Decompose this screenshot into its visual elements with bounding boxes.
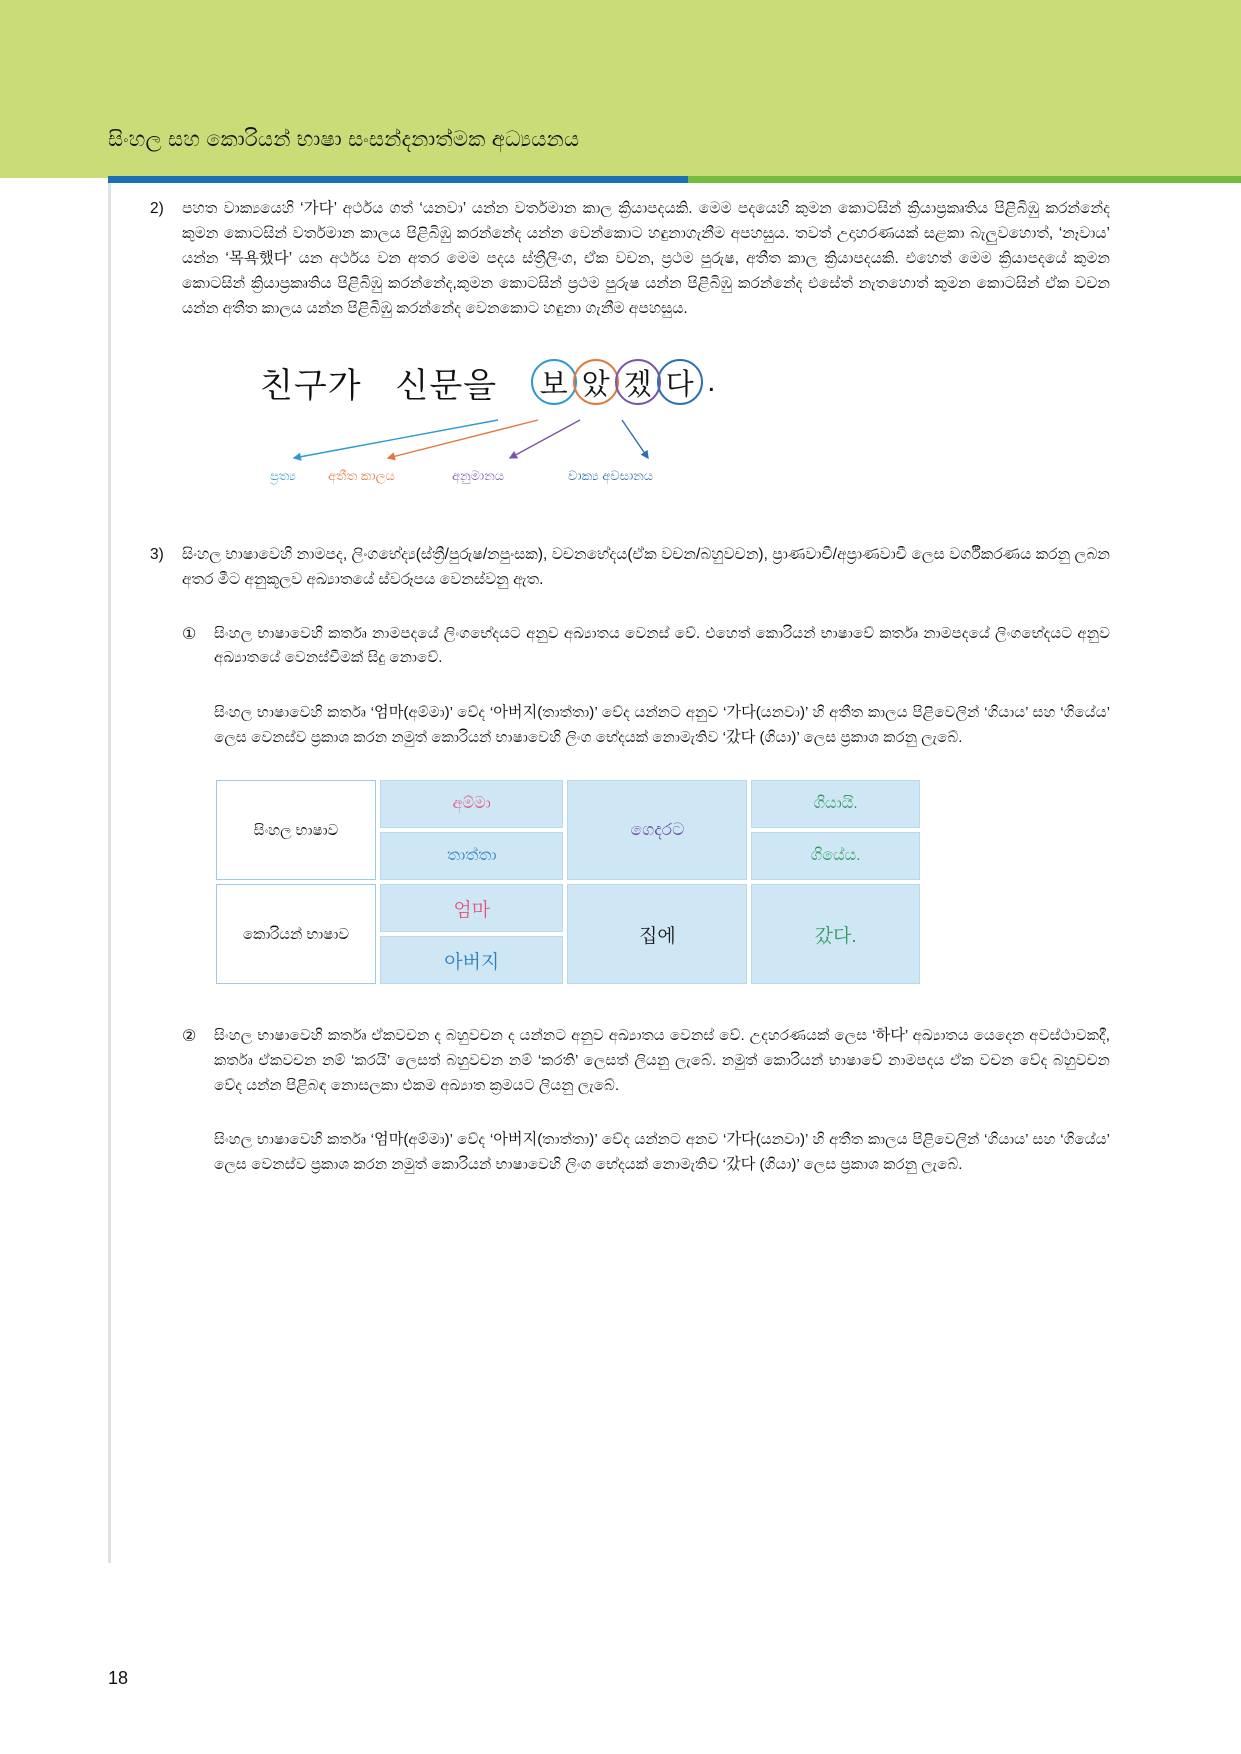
paragraph-sub-1: [182, 622, 1110, 671]
annotation-label-sentence-end: වාක්‍ය අවසානය: [568, 467, 654, 483]
paragraph-item-3-text: සිංහල භාෂාවෙහි නාමපද, ලිංගභේද්‍ය(ස්ත්‍රී/පුරුෂ/නපුංසක), වචනභේදය(ඒක වචන/බහුවචන), ප්‍රාණවාචී/අප්‍රාණවාචී ලෙස වර්ගීකරණය කරනු ලබන අතර මීට අනුකූලව අඛ්‍යාතයේ ස්වරූපය වෙනස්වනු ඇත.: [182, 545, 1110, 588]
korean-period: .: [707, 365, 717, 399]
list-marker-circle-2: ②: [182, 1028, 197, 1046]
table-cell-korean-label: කොරියන් භාෂාව: [216, 884, 376, 984]
paragraph-sub-2-second-text: සිංහල භාෂාවෙහි කර්තෘ ‘엄마(අම්මා)’ වේද ‘아버지(තාත්තා)’ වේද යන්නට අනව ‘가다(යනවා)’ හි අතීත කාලය පිළිවෙලින් ‘ගියාය’ සහ ‘ගියේය’ ලෙස වෙනස්ව ප්‍රකාශ කරන නමුත් කොරියන් භාෂාවෙහි ලිංග භේදයක් නොමැතිව ‘갔다 (ගියා)’ ලෙස ප්‍රකාශ කරනු ලැබේ.: [214, 1131, 1110, 1173]
korean-syllable-4: 다: [657, 359, 703, 405]
annotation-arrows: [270, 414, 870, 474]
header-rule-green: [688, 176, 1241, 183]
table-row: [216, 780, 920, 828]
spacer-marker-1: [182, 701, 214, 750]
table-cell-amma: අම්මා: [380, 780, 563, 828]
paragraph-sub-2-text: සිංහල භාෂාවෙහි කර්තෘ ඒකවචන ද බහුවචන ද යන්නට අනුව අඛ්‍යාතය වෙනස් වේ. උදහරණයක් ලෙස ‘하다’ අඛ්‍යාතය යෙදෙන අවස්ථාවකදී, කර්තෘ ඒකවචන නම් ‘කරයි’ ලෙසත් බහුවචන නම් ‘කරති’ ලෙසත් ලියනු ලැබේ. නමුත් කොරියන් භාෂාවේ නාමපදය ඒක වචන වේද බහුවචන වේද යන්න පිළිබඳ නොසලකා එකම අඛ්‍යාත ක්‍රමයට ලියනු ලැබේ.: [214, 1027, 1110, 1094]
comparison-table: [212, 776, 924, 988]
paragraph-sub-1-second-text: සිංහල භාෂාවෙහි කර්තෘ ‘엄마(අම්මා)’ වේද ‘아버지(තාත්තා)’ වේද යන්නට අනුව ‘가다(යනවා)’ හි අතීත කාලය පිළිවෙලින් ‘ගියාය’ සහ ‘ගියේය’ ලෙස වෙනස්ව ප්‍රකාශ කරන නමුත් කොරියන් භාෂාවෙහි ලිංග භේදයක් නොමැතිව ‘갔다 (ගියා)’ ලෙස ප්‍රකාශ කරනු ලැබේ.: [214, 704, 1110, 746]
paragraph-sub-2-second: [182, 1128, 1110, 1177]
list-marker-3: 3): [150, 545, 164, 563]
korean-word-1: 친구가: [260, 366, 362, 405]
table-cell-giyayi: ගියායි.: [751, 780, 920, 828]
paragraph-item-3: [150, 542, 1110, 592]
header-rule-blue: [108, 176, 688, 183]
korean-syllable-1: 보: [531, 359, 577, 405]
korean-sentence-line: [260, 358, 716, 407]
korean-syllable-3: 겠: [615, 359, 661, 405]
annotation-label-inference: අනුමානය: [452, 467, 505, 483]
paragraph-sub-2: [182, 1024, 1110, 1098]
table-cell-giyeya: ගියේය.: [751, 832, 920, 880]
korean-syllable-2: 았: [573, 359, 619, 405]
page-title: සිංහල සහ කොරියන් භාෂා සංසන්දනාත්මක අධ්‍යයනය: [108, 128, 580, 151]
table-cell-gedarata: ගෙදරට: [567, 780, 747, 880]
table-cell-jibe: 집에: [567, 884, 747, 984]
korean-sentence-figure: [150, 350, 1110, 510]
list-marker-circle-1: ①: [182, 625, 197, 643]
paragraph-item-2-text: පහත වාක්‍යයෙහි ‘가다’ අර්ථය ගත් ‘යනවා’ යන්න වර්තමාන කාල ක්‍රියාපදයකි. මෙම පදයෙහි කුමන කොටසින් ක්‍රියාප්‍රකෘතිය පිළිබිඹු කරන්නේද කුමන කොටසින් වර්තමාන කාලය පිළිබිඹු කරන්නේද යන්න වෙන්කොට හඳුනාගැනීම අපහසුය. තවත් උදාහරණයක් සළකා බැලුවහොත්, ‘නෑවාය’ යන්න ‘목욕했다’ යන අර්ථය වන අතර මෙම පදය ස්ත්‍රීලිංග, ඒක වචන, ප්‍රථම පුරුෂ, අතීත කාල ක්‍රියාපදයකි. එහෙත් මෙම ක්‍රියාපදයේ කුමන කොටසින් ක්‍රියාප්‍රකෘතිය පිළිබිඹු කරන්නේද,කුමන කොටසින් ප්‍රථම පුරුෂ යන්න පිළිබිඹු කරන්නේද එසේත් නැතහොත් කුමන කොටසින් ඒක වචන යන්න අතීත කාලය යන්න පිළිබිඹු කරන්නේද වෙනකොට හඳුනා ගැනීම අපහසුය.: [182, 200, 1110, 318]
table-cell-sinhala-label: සිංහල භාෂාව: [216, 780, 376, 880]
annotation-label-past-tense: අතීත කාලය: [328, 467, 395, 483]
paragraph-item-2: [150, 196, 1110, 322]
annotation-label-suffix: ප්‍රත්‍ය: [270, 467, 296, 483]
table-cell-eomma: 엄마: [380, 884, 563, 932]
list-marker-2: 2): [150, 200, 164, 217]
paragraph-sub-1-text: සිංහල භාෂාවෙහි කර්තෘ නාමපදයේ ලිංගභේදයට අනුව අඛ්‍යාතය වෙනස් වේ. එහෙත් කොරියන් භාෂාවේ කර්තෘ නාමපදයේ ලිංගභේදයට අනුව අඛ්‍යාතයේ වෙනස්වීමක් සිදු නොවේ.: [214, 624, 1110, 667]
table-row: [216, 884, 920, 932]
page-number: 18: [108, 1668, 129, 1688]
left-margin-rule: [108, 183, 111, 1563]
paragraph-sub-1-second: [182, 701, 1110, 750]
spacer-marker-2: [182, 1128, 214, 1177]
korean-word-2: 신문을: [395, 366, 498, 405]
table-cell-thaaththa: තාත්තා: [380, 832, 563, 880]
page-content: [150, 196, 1110, 1181]
table-cell-gatda: 갔다.: [751, 884, 920, 984]
table-cell-abeoji: 아버지: [380, 936, 563, 984]
